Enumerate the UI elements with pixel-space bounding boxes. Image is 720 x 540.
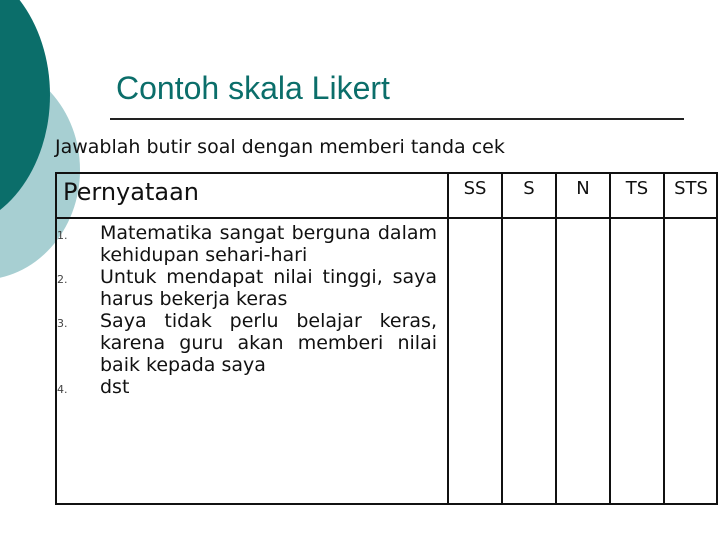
title-underline [110, 118, 684, 120]
header-divider-statement [57, 217, 449, 219]
item-number: 4. [57, 383, 68, 396]
column-divider [555, 174, 557, 503]
column-divider [663, 174, 665, 503]
item-number: 2. [57, 273, 68, 286]
list-item [57, 222, 437, 266]
statement-text: dst [100, 376, 130, 398]
scale-header-n: N [576, 178, 590, 199]
statement-list [57, 222, 437, 398]
statement-text: Saya tidak perlu belajar keras, karena guru akan memberi nilai baik kepada saya [100, 310, 437, 376]
header-divider-scale [449, 217, 716, 219]
column-divider [501, 174, 503, 503]
statement-text: Untuk mendapat nilai tinggi, saya harus bekerja keras [100, 266, 437, 310]
instruction-text: Jawablah butir soal dengan memberi tanda cek [55, 136, 505, 158]
slide-title: Contoh skala Likert [116, 70, 390, 106]
scale-header-sts: STS [674, 178, 708, 199]
column-divider [609, 174, 611, 503]
statement-column-header: Pernyataan [63, 178, 199, 206]
list-item [57, 310, 437, 376]
scale-header-s: S [523, 178, 535, 199]
list-item [57, 376, 437, 398]
list-item [57, 266, 437, 310]
statement-text: Matematika sangat berguna dalam kehidupan sehari-hari [100, 222, 437, 266]
scale-header-ts: TS [625, 178, 649, 199]
item-number: 1. [57, 229, 68, 242]
scale-header-ss: SS [463, 178, 487, 199]
item-number: 3. [57, 317, 68, 330]
likert-table [55, 172, 718, 505]
column-divider [447, 174, 449, 503]
